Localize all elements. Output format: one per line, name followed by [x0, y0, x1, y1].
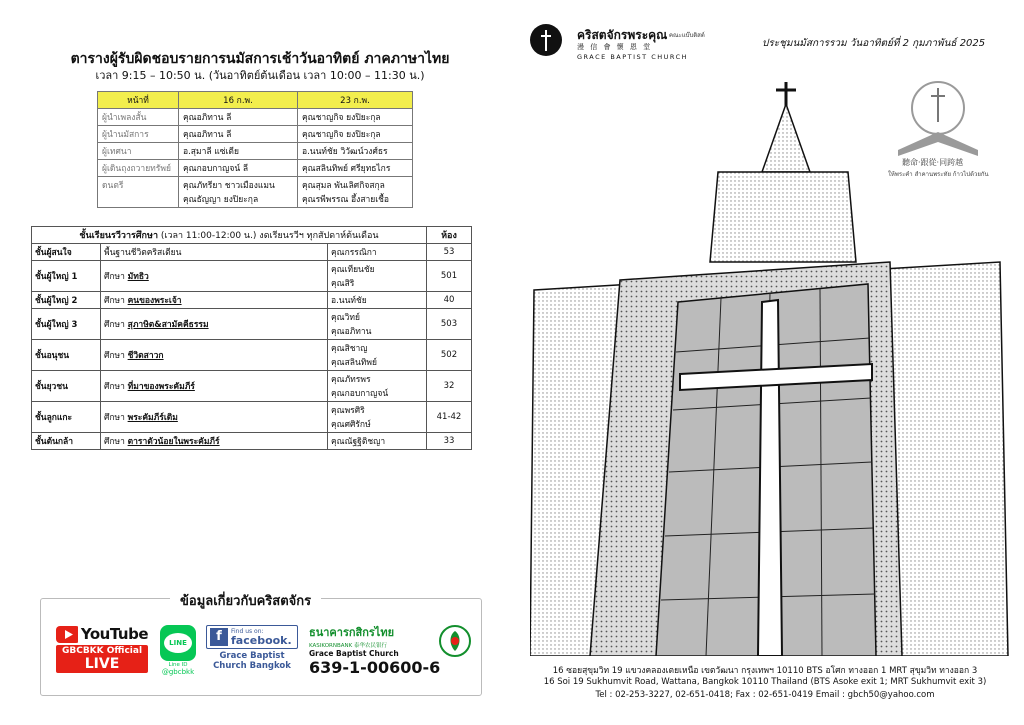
- class-room: 502: [427, 340, 472, 371]
- tagline-th: ให้พระคำ สำคานพระทัย ก้าวไปด้วยกัน: [888, 171, 989, 178]
- duty-person: [298, 177, 413, 208]
- duty-table-header: [98, 92, 413, 109]
- line-brand: LINE: [164, 633, 192, 653]
- class-level: ชั้นผู้ใหญ่ 2: [32, 292, 101, 309]
- class-room: 32: [427, 371, 472, 402]
- table-row: [32, 309, 472, 340]
- duty-person-line: คุณรพีพรรณ อึ้งสายเชื้อ: [302, 195, 390, 205]
- facebook-name2: Church Bangkok: [213, 661, 291, 671]
- church-name-en: GRACE BAPTIST CHURCH: [577, 53, 689, 61]
- class-topic: [101, 309, 328, 340]
- church-name-th-small: คณะแบ๊บติสต์: [669, 32, 705, 39]
- duty-role: ผู้นำเพลงสั้น: [98, 109, 179, 126]
- class-level: ชั้นอนุชน: [32, 340, 101, 371]
- teacher-line: คุณสิชาญ: [331, 344, 368, 354]
- duty-person: คุณชาญกิจ ยงปิยะกุล: [298, 126, 413, 143]
- class-teacher: [328, 371, 427, 402]
- class-room: 40: [427, 292, 472, 309]
- class-header: [32, 227, 427, 244]
- bank-block: [309, 623, 475, 677]
- class-level: ชั้นผู้สนใจ: [32, 244, 101, 261]
- teacher-line: คุณพรศิริ: [331, 406, 365, 416]
- table-row: [98, 126, 413, 143]
- duty-person: อ.นนท์ชัย วิวัฒน์วงศ์ธร: [298, 143, 413, 160]
- duty-role: ดนตรี: [98, 177, 179, 208]
- class-teacher: คุณณัฐฐิติชญา: [328, 433, 427, 450]
- line-id-label: Line ID: [168, 662, 188, 668]
- church-name-cn: 漫 信 會 懷 恩 堂: [577, 43, 653, 51]
- class-teacher: อ.นนท์ชัย: [328, 292, 427, 309]
- class-topic: [101, 292, 328, 309]
- table-row: [32, 261, 472, 292]
- youtube-live: LIVE: [84, 656, 120, 672]
- bank-name-en: KASIKORNBANK 泰华农民银行: [309, 643, 387, 649]
- table-row: [98, 143, 413, 160]
- duty-person-line: คุณภัทรียา ชาวเมืองแมน: [183, 181, 275, 191]
- sunday-school-table: [31, 226, 472, 450]
- class-level: ชั้นต้นกล้า: [32, 433, 101, 450]
- youtube-channel: GBCBKK Official: [61, 646, 143, 656]
- facebook-block[interactable]: [206, 625, 298, 671]
- duty-person: คุณอภิทาน ลี: [179, 126, 298, 143]
- class-header-room: ห้อง: [427, 227, 472, 244]
- teacher-line: คุณศศิรักษ์: [331, 420, 371, 430]
- table-row: [98, 109, 413, 126]
- class-room: 503: [427, 309, 472, 340]
- church-info-box: [40, 598, 482, 696]
- service-date: ประชุมนมัสการรวม วันอาทิตย์ที่ 2 กุมภาพันธ์ 2025: [762, 38, 986, 49]
- class-room: 33: [427, 433, 472, 450]
- duty-role: ผู้เทศนา: [98, 143, 179, 160]
- bank-name-th: ธนาคารกสิกรไทย: [309, 626, 395, 639]
- church-logo-icon: [530, 24, 562, 56]
- teacher-line: คุณอภิทาน: [331, 327, 372, 337]
- teacher-line: คุณกอบกาญจน์: [331, 389, 389, 399]
- study-prefix: ศึกษา: [104, 382, 125, 392]
- topic-title: คนของพระเจ้า: [127, 296, 182, 306]
- youtube-icon: [56, 626, 78, 643]
- kbank-logo-icon: [439, 625, 471, 657]
- duty-person: [179, 177, 298, 208]
- church-info-title: ข้อมูลเกี่ยวกับคริสตจักร: [170, 590, 321, 611]
- duty-person-line: คุณสุมล พันเลิศกิจสกุล: [302, 181, 385, 191]
- class-level: ชั้นผู้ใหญ่ 1: [32, 261, 101, 292]
- duty-person-line: คุณธัญญา ยงปิยะกุล: [183, 195, 259, 205]
- topic-title: ที่มาของพระคัมภีร์: [127, 382, 195, 392]
- class-teacher: คุณกรรณิกา: [328, 244, 427, 261]
- address-th: 16 ซอยสุขุมวิท 19 แขวงคลองเตยเหนือ เขตวัฒนา กรุงเทพฯ 10110 BTS อโศก ทางออก 1 MRT สุขุมวิท ทางออก 3: [552, 666, 978, 676]
- class-teacher: [328, 402, 427, 433]
- duty-person: คุณอภิทาน ลี: [179, 109, 298, 126]
- class-teacher: [328, 261, 427, 292]
- duty-person: คุณชาญกิจ ยงปิยะกุล: [298, 109, 413, 126]
- church-building-illustration: [530, 80, 1010, 656]
- class-room: 41-42: [427, 402, 472, 433]
- youtube-block[interactable]: [56, 625, 148, 673]
- bank-account-name: Grace Baptist Church: [309, 649, 399, 658]
- class-level: ชั้นลูกแกะ: [32, 402, 101, 433]
- line-id: @gbcbkk: [161, 668, 195, 676]
- class-topic: พื้นฐานชีวิตคริสเตียน: [101, 244, 328, 261]
- duty-role: ผู้นำนมัสการ: [98, 126, 179, 143]
- duty-header-role: หน้าที่: [98, 92, 179, 109]
- class-room: 501: [427, 261, 472, 292]
- topic-title: สุภาษิต&สามัคคีธรรม: [127, 320, 209, 330]
- teacher-line: คุณภัทรพร: [331, 375, 371, 385]
- class-level: ชั้นผู้ใหญ่ 3: [32, 309, 101, 340]
- address-en: 16 Soi 19 Sukhumvit Road, Wattana, Bangkok 10110 Thailand (BTS Asoke exit 1; MRT Sukhumvit exit 3): [543, 677, 987, 687]
- duty-header-date2: 23 ก.พ.: [298, 92, 413, 109]
- class-level: ชั้นยุวชน: [32, 371, 101, 402]
- teacher-line: คุณสิริ: [331, 279, 355, 289]
- teacher-line: คุณเทียนชัย: [331, 265, 375, 275]
- class-topic: [101, 433, 328, 450]
- duty-table: [97, 91, 413, 208]
- table-row: [32, 433, 472, 450]
- topic-title: ชีวิตสาวก: [127, 351, 164, 361]
- facebook-icon: f: [210, 628, 228, 646]
- facebook-find: Find us on:: [231, 627, 264, 635]
- table-row: [98, 177, 413, 208]
- table-row: [32, 340, 472, 371]
- table-row: [32, 244, 472, 261]
- table-row: [32, 402, 472, 433]
- youtube-brand: YouTube: [80, 625, 148, 643]
- line-icon: [160, 625, 196, 661]
- study-prefix: ศึกษา: [104, 351, 125, 361]
- bank-account-number: 639-1-00600-6: [309, 658, 441, 677]
- study-prefix: ศึกษา: [104, 437, 125, 447]
- table-row: [32, 292, 472, 309]
- duty-person: คุณสลินทิพย์ ศรียุทธไกร: [298, 160, 413, 177]
- class-teacher: [328, 340, 427, 371]
- contact-info: Tel : 02-253-3227, 02-651-0418; Fax : 02-651-0419 Email : gbch50@yahoo.com: [595, 690, 935, 700]
- duty-header-date1: 16 ก.พ.: [179, 92, 298, 109]
- topic-title: ตาราตัวน้อยในพระคัมภีร์: [127, 437, 220, 447]
- class-teacher: [328, 309, 427, 340]
- class-header-main: ชั้นเรียนรวีวารศึกษา: [79, 231, 158, 241]
- tagline-cn: 聽命·跟從·同跨越: [902, 158, 964, 167]
- class-room: 53: [427, 244, 472, 261]
- study-prefix: ศึกษา: [104, 272, 125, 282]
- class-topic: [101, 402, 328, 433]
- class-header-time: (เวลา 11:00-12:00 น.) งดเรียนรวีฯ ทุกสัปดาห์ต้นเดือน: [158, 231, 379, 241]
- facebook-name1: Grace Baptist: [219, 651, 285, 661]
- table-row: [98, 160, 413, 177]
- duty-schedule-title: ตารางผู้รับผิดชอบรายการนมัสการเช้าวันอาทิตย์ ภาคภาษาไทย: [70, 51, 450, 67]
- duty-role: ผู้เดินถุงถวายทรัพย์: [98, 160, 179, 177]
- class-topic: [101, 340, 328, 371]
- topic-title: พระคัมภีร์เดิม: [127, 413, 178, 423]
- church-name-th: คริสตจักรพระคุณ: [577, 28, 668, 42]
- duty-person: คุณกอบกาญจน์ ลี: [179, 160, 298, 177]
- study-prefix: ศึกษา: [104, 320, 125, 330]
- duty-person: อ.สุมาลี แซ่เตีย: [179, 143, 298, 160]
- study-prefix: ศึกษา: [104, 413, 125, 423]
- duty-schedule-subtitle: เวลา 9:15 – 10:50 น. (วันอาทิตย์ต้นเดือน เวลา 10:00 – 11:30 น.): [95, 69, 425, 82]
- teacher-line: คุณวิทย์: [331, 313, 360, 323]
- class-topic: [101, 261, 328, 292]
- teacher-line: คุณสลินทิพย์: [331, 358, 377, 368]
- table-row: [32, 371, 472, 402]
- study-prefix: ศึกษา: [104, 296, 125, 306]
- line-block[interactable]: [157, 625, 199, 676]
- class-table-header: [32, 227, 472, 244]
- facebook-brand: facebook.: [231, 633, 292, 647]
- topic-title: มัทธิว: [127, 272, 149, 282]
- class-topic: [101, 371, 328, 402]
